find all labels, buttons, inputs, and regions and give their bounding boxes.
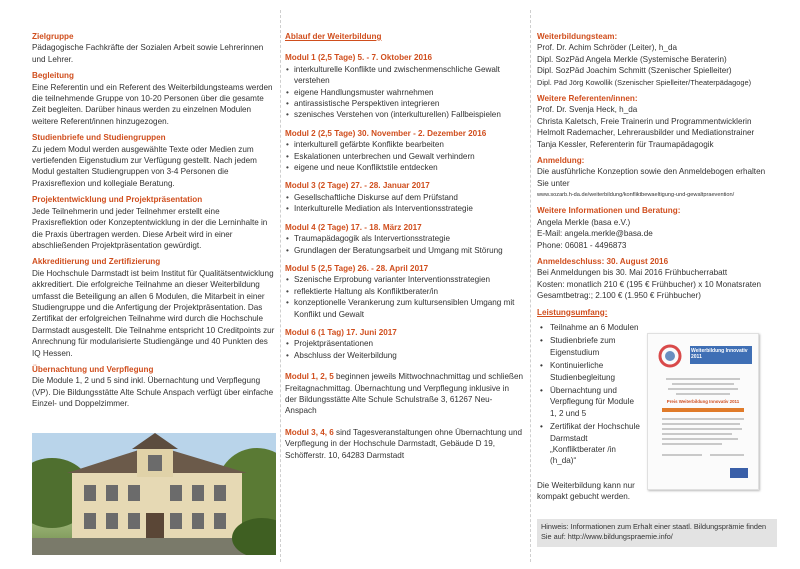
referent: Tanja Kessler, Referenterin für Traumapädagogik — [537, 139, 714, 149]
module-topics — [285, 233, 523, 256]
list-item: • konzeptionelle Verankerung zum kultursensiblen Umgang mit Konflikt und Gewalt — [294, 297, 523, 320]
list-item: • Abschluss der Weiterbildung — [294, 350, 523, 361]
heading-referenten: Weitere Referenten/innen: — [537, 94, 638, 104]
heading-akkreditierung: Akkreditierung und Zertifizierung — [32, 257, 161, 267]
referent: Christa Kaletsch, Freie Trainerin und Programmentwicklerin — [537, 116, 752, 126]
heading-leistung: Leistungsumfang: — [537, 307, 608, 317]
note-modul-346-text: sind Tagesveranstaltungen ohne Übernachtung und Verpflegung in der Hochschule Darmstadt, Gebäude D 19, Schöfferstr. 10, 64283 Darmstadt — [285, 427, 522, 460]
price-line: Bei Anmeldungen bis 30. Mai 2016 Frühbucherrabatt — [537, 268, 728, 278]
heading-infos: Weitere Informationen und Beratung: — [537, 206, 681, 216]
text-zielgruppe: Pädagogische Fachkräfte der Sozialen Arbeit sowie Lehrerinnen und Lehrer. — [32, 43, 264, 64]
note-modul-346-label: Modul 3, 4, 6 — [285, 427, 334, 437]
heading-anmeldeschluss: Anmeldeschluss: 30. August 2016 — [537, 256, 669, 266]
text-studienbriefe: Zu jedem Modul werden ausgewählte Texte oder Medien zum vertiefenden Eigenstudium zur Verfügung gestellt. Nach jedem Modul gestalten Studiengruppen von 3-4 Personen die Praxisreflexion und kollegiale Beratung. — [32, 144, 257, 188]
team-member: Prof. Dr. Achim Schröder (Leiter), h_da — [537, 43, 677, 53]
price-line: Gesamtbetrag:; 2.100 € (1.950 € Frühbucher) — [537, 291, 701, 301]
text-projekt: Jede Teilnehmerin und jeder Teilnehmer erstellt eine Praxisreflektion oder Konzeptentwicklung in der die Lerninhalte in die Praxis übertragen werden. Diese Arbeit wird in einer abschließenden Projektpräsentation gewürdigt. — [32, 206, 268, 250]
module-title: Modul 4 (2 Tage) 17. - 18. März 2017 — [285, 222, 422, 232]
text-anmeldung: Die ausführliche Konzeption sowie den Anmeldebogen erhalten Sie unter — [537, 167, 766, 188]
module-topics — [285, 139, 523, 173]
module-title: Modul 3 (2 Tage) 27. - 28. Januar 2017 — [285, 181, 430, 191]
contact-phone: Phone: 06081 - 4496873 — [537, 240, 627, 250]
price-line: Kosten: monatlich 210 € (195 € Frühbucher) x 10 Monatsraten — [537, 279, 762, 289]
list-item: • Projektpräsentationen — [294, 338, 523, 349]
module-topics — [285, 274, 523, 320]
heading-zielgruppe: Zielgruppe — [32, 32, 74, 41]
heading-team: Weiterbildungsteam: — [537, 32, 618, 41]
service-list — [537, 322, 642, 467]
team-member: Dipl. SozPäd Joachim Schmitt (Szenischer Spielleiter) — [537, 66, 732, 76]
list-item: • Eskalationen unterbrechen und Gewalt verhindern — [294, 151, 523, 162]
referent: Prof. Dr. Svenja Heck, h_da — [537, 105, 638, 115]
module-title: Modul 2 (2,5 Tage) 30. November - 2. Dezember 2016 — [285, 128, 487, 138]
contact-name: Angela Merkle (basa e.V.) — [537, 217, 631, 227]
contact-email[interactable]: E-Mail: angela.merkle@basa.de — [537, 229, 653, 239]
list-item: • Szenische Erprobung varianter Interventionsstrategien — [294, 274, 523, 285]
text-uebernachtung: Die Module 1, 2 und 5 sind inkl. Übernachtung und Verpflegung (VP). Die Bildungsstätte Alte Schule Anspach verfügt über einfache Einzel- und Doppelzimmer. — [32, 376, 274, 409]
building-photo — [32, 433, 276, 555]
heading-studienbriefe: Studienbriefe und Studiengruppen — [32, 133, 166, 143]
list-item: • Traumapädagogik als Intervertionsstrategie — [294, 233, 523, 244]
list-item: • Studienbriefe zum Eigenstudium — [550, 335, 642, 358]
text-akkreditierung: Die Hochschule Darmstadt ist beim Institut für Qualitätsentwicklung akkreditiert. Die erfolgreiche Teilnahme an dieser Weiterbildung umfasst die Beteiligung an allen 6 Modulen, die Mitarbeit in einer Studiengruppe und die Anfertigung der Projektpräsentation. Das Zertifikat der erfolgreichen Teilnahme wird durch die Hochschule Darmstadt ausgestellt. Die Teilnahme entspricht 10 Creditpoints zur Anrechnung für modularisierte Studiengänge und 40 Punkten des IQ Hessen. — [32, 268, 275, 358]
module-title: Modul 5 (2,5 Tage) 26. - 28. April 2017 — [285, 263, 429, 273]
list-item: • Interkulturelle Mediation als Interventionsstrategie — [294, 203, 523, 214]
referent: Helmolt Rademacher, Lehrerausbilder und Mediationstrainer — [537, 128, 755, 138]
list-item: • szenisches Verstehen von (interkulturellen) Fallbeispielen — [294, 109, 523, 120]
column-separator — [530, 10, 531, 562]
list-item: • antirassistische Perspektiven integrieren — [294, 98, 523, 109]
list-item: • Übernachtung und Verpflegung für Module 1, 2 und 5 — [550, 385, 642, 419]
text-kompakt: Die Weiterbildung kann nur kompakt gebucht werden. — [537, 481, 635, 502]
heading-projekt: Projektentwicklung und Projektpräsentation — [32, 195, 203, 205]
right-column — [537, 0, 777, 569]
module-topics — [285, 64, 523, 121]
heading-ablauf: Ablauf der Weiterbildung — [285, 32, 382, 41]
list-item: • reflektierte Haltung als Konfliktberater/in — [294, 286, 523, 297]
note-modul-125-text: beginnen jeweils Mittwochnachmittag und schließen Freitagnachmittag. Übernachtung und Verpflegung inklusive in der Bildungsstätte Alte Schule Schulstraße 3, 61267 Neu-Anspach — [285, 372, 524, 416]
award-certificate — [647, 333, 759, 490]
list-item: • interkulturell gefärbte Konflikte bearbeiten — [294, 139, 523, 150]
left-column — [32, 0, 276, 569]
team-member: Dipl. SozPäd Angela Merkle (Systemische Beraterin) — [537, 54, 727, 64]
heading-anmeldung: Anmeldung: — [537, 156, 585, 166]
list-item: • Kontinuierliche Studienbegleitung — [550, 360, 642, 383]
list-item: • Zertifikat der Hochschule Darmstadt „Konfliktberater /in (h_da)“ — [550, 421, 642, 467]
note-modul-346 — [285, 427, 523, 461]
module-list — [285, 52, 523, 361]
list-item: • Grundlagen der Beratungsarbeit und Umgang mit Störung — [294, 245, 523, 256]
list-item: • eigene und neue Konfliktstile entdecken — [294, 162, 523, 173]
heading-uebernachtung: Übernachtung und Verpflegung — [32, 364, 154, 374]
module-title: Modul 1 (2,5 Tage) 5. - 7. Oktober 2016 — [285, 53, 433, 63]
list-item: • Gesellschaftliche Diskurse auf dem Prüfstand — [294, 192, 523, 203]
module-title: Modul 6 (1 Tag) 17. Juni 2017 — [285, 327, 397, 337]
middle-column — [285, 0, 523, 569]
certificate-badge: Weiterbildung Innovativ 2011 — [691, 348, 748, 360]
list-item: • interkulturelle Konflikte und zwischenmenschliche Gewalt verstehen — [294, 64, 523, 87]
module-topics — [285, 338, 523, 361]
registration-link[interactable]: www.sozarb.h-da.de/weiterbildung/konfliktbewaeltigung-und-gewaltpraevention/ — [537, 192, 735, 199]
module-topics — [285, 192, 523, 215]
note-modul-125 — [285, 371, 523, 417]
certificate-heading: Preis Weiterbildung Innovativ 2011 — [666, 399, 740, 404]
note-modul-125-label: Modul 1, 2, 5 — [285, 372, 334, 382]
column-separator — [280, 10, 281, 562]
text-begleitung: Eine Referentin und ein Referent des Weiterbildungsteams werden die teilnehmende Gruppe von 10-20 Personen über die gesamte Zeit begleiten. Darüber hinaus werden zu einzelnen Modulen weitere Referent/innen hinzugezogen. — [32, 82, 273, 126]
list-item: • eigene Handlungsmuster wahrnehmen — [294, 87, 523, 98]
team-member: Dipl. Päd Jörg Kowollik (Szenischer Spielleiter/Theaterpädagoge) — [537, 77, 752, 87]
hint-box: Hinweis: Informationen zum Erhalt einer staatl. Bildungsprämie finden Sie auf: http://www.bildungspraemie.info/ — [537, 519, 777, 547]
heading-begleitung: Begleitung — [32, 71, 74, 81]
list-item: • Teilnahme an 6 Modulen — [550, 322, 680, 333]
